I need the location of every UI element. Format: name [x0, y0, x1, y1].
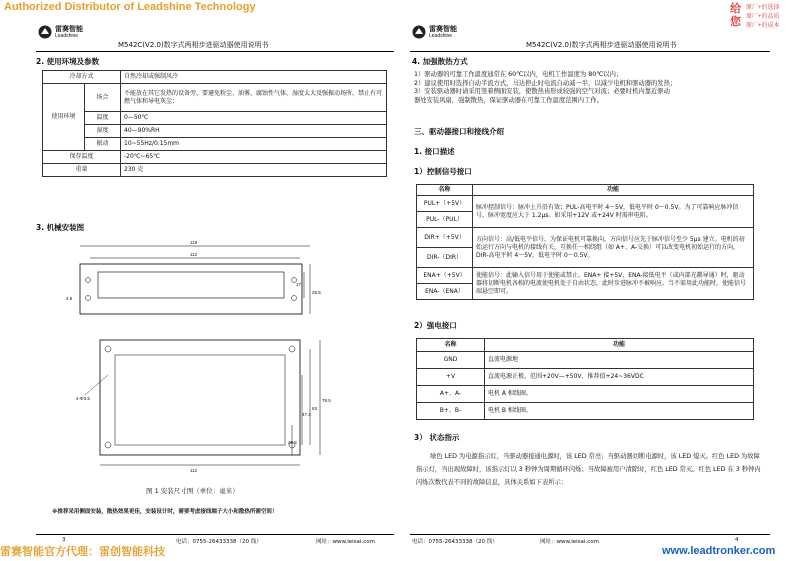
- dim-28-5: 28.5: [288, 440, 297, 445]
- status-indicator-title: 3） 状态指示: [414, 433, 460, 442]
- power-name: +V: [417, 369, 485, 386]
- vib-value: 10~55Hz/0.15mm: [121, 138, 387, 151]
- distributor-banner-top: Authorized Distributor of Leadshine Technology: [4, 1, 256, 13]
- dim-118: 118: [190, 240, 198, 245]
- leadshine-logo-right: [412, 25, 457, 39]
- holes-leader-line: [85, 375, 108, 395]
- ctrl-func-ena: 使能信号：此输入信号用于使能或禁止。ENA+ 接+5V，ENA-接低电平（或内部光耦导通）时，驱动器将切断电机各相的电流使电机处于自由状态，此时步进脉冲不被响应。当不需用此功能时，使能信号端悬空即可。: [473, 268, 754, 300]
- col-header-name: 名称: [417, 185, 473, 196]
- dim-63: 63: [312, 406, 318, 411]
- ctrl-func-pul: 脉冲控制信号：脉冲上升沿有效；PUL-高电平时 4～5V，低电平时 0～0.5V。为了可靠响应脉冲信号，脉冲宽度应大于 1.2μs。如采用+12V 或+24V 时需串电阻。: [473, 196, 754, 228]
- leadshine-logo-left: [38, 25, 83, 39]
- dim-25-5: 25.5: [312, 290, 321, 295]
- install-warning: ※推荐采用侧面安装，散热效果更佳，安装设计时，需要考虑接线端子大小和散热所需空间！: [52, 509, 278, 515]
- col-header-func: 功能: [485, 339, 754, 352]
- figure-caption: 图 1 安装尺寸图（单位：毫米）: [146, 487, 239, 495]
- section-3-title: 3. 机械安装图: [36, 223, 85, 232]
- weight-value: 230 克: [121, 164, 387, 177]
- drive-top-inner: [98, 272, 284, 298]
- distributor-website[interactable]: www.leadtronker.com: [662, 545, 776, 557]
- ctrl-name-dir-minus: DIR-（DIR）: [417, 248, 473, 268]
- page-num-left: 3: [62, 537, 66, 543]
- distributor-stamp: [730, 2, 790, 36]
- section-2-title: 2. 使用环境及参数: [36, 57, 100, 66]
- humid-label: 湿度: [85, 125, 121, 138]
- mount-hole-icon: [289, 346, 295, 352]
- section-4-title: 4. 加强散热方式: [412, 57, 468, 66]
- storage-label: 保存温度: [43, 151, 121, 164]
- temp-label: 温度: [85, 112, 121, 125]
- mount-hole-icon: [292, 296, 297, 301]
- leadshine-logo-icon: [38, 25, 52, 39]
- logo-cn: 雷赛智能: [429, 25, 457, 33]
- page-num-right: 4: [735, 537, 739, 543]
- mounting-drawing-bottom: [80, 335, 330, 475]
- power-func: 直流电源正极，范围+20V—+50V，推荐值+24~36VDC: [485, 369, 754, 386]
- mount-hole-icon: [86, 278, 91, 283]
- cooling-item: 3）安装驱动器时请采用竖着侧面安装，使散热齿形成较强的空气对流；必要时机内靠近驱动: [414, 88, 670, 95]
- ctrl-name-pul-plus: PUL+（+5V）: [417, 196, 473, 212]
- control-signal-table: [416, 184, 754, 300]
- web-right: 网址：www.leisai.com: [540, 539, 599, 545]
- place-label: 场合: [85, 84, 121, 112]
- doc-title-left: M542C(V2.0)数字式两相步进驱动器使用说明书: [118, 41, 269, 49]
- power-func: 电机 A 相线圈。: [485, 386, 754, 403]
- ctrl-func-dir: 方向信号：高/低电平信号，为保证电机可靠换向，方向信号应先于脉冲信号至少 5μs 建立。电机的初始运行方向与电机的接线有关，互换任一相绕组（如 A+、A-交换）可以改变电机初始运行的方向，DIR-高电平时 4～5V，低电平时 0～0.5V。: [473, 228, 754, 268]
- phone-right: 电话：0755-26433338（20 线）: [412, 539, 498, 545]
- power-name: A+、A-: [417, 386, 485, 403]
- env-label: 使用环境: [43, 84, 85, 151]
- section-iii-title: 三、驱动器接口和接线介绍: [414, 127, 504, 136]
- leadshine-logo-icon: [412, 25, 426, 39]
- ctrl-name-ena-plus: ENA+（+5V）: [417, 268, 473, 284]
- stamp-line-2: 原厂+的品质: [746, 14, 780, 20]
- power-name: B+、B-: [417, 403, 485, 420]
- logo-en: Leadshine: [55, 33, 79, 39]
- dim-112: 112: [190, 252, 198, 257]
- dim-17: 17: [296, 282, 302, 287]
- ctrl-name-ena-minus: ENA-（ENA）: [417, 284, 473, 300]
- storage-value: -20℃~65℃: [121, 151, 387, 164]
- phone-left: 电话：0755-26433338（20 线）: [176, 539, 262, 545]
- dim-47-4: 47.4: [302, 412, 311, 417]
- drive-front-outline: [100, 340, 300, 455]
- ctrl-name-pul-minus: PUL-（PUL）: [417, 212, 473, 228]
- status-paragraph: 绿色 LED 为电源指示灯，当驱动器接通电源时，该 LED 常亮；当驱动器切断电源时，该 LED 熄灭。红色 LED 为故障指示灯，当出现故障时，该指示灯以 3 秒钟为周期循环闪烁；当故障被用户清除时，红色 LED 常灭。红色 LED 在 3 秒钟内闪烁次数代表不同的故障信息，具体关系如下表所示：: [416, 453, 761, 486]
- col-header-name: 名称: [417, 339, 485, 352]
- cooling-value: 自然冷却或强制风冷: [121, 71, 387, 84]
- power-func: 电机 B 相线圈。: [485, 403, 754, 420]
- dim-112b: 112: [190, 468, 198, 473]
- stamp-big-text: 给您: [730, 2, 741, 28]
- dim-4-5: 4.5: [66, 296, 73, 301]
- dim-holes: 4-Φ3.5: [76, 396, 90, 401]
- humid-value: 40—90%RH: [121, 125, 387, 138]
- vib-label: 振动: [85, 138, 121, 151]
- mount-hole-icon: [86, 296, 91, 301]
- power-func: 直流电源地: [485, 352, 754, 369]
- stamp-line-3: 原厂+的成本: [746, 23, 780, 29]
- header-rule-right: [410, 51, 770, 52]
- header-rule-left: [36, 51, 394, 52]
- weight-label: 重量: [43, 164, 121, 177]
- doc-title-right: M542C(V2.0)数字式两相步进驱动器使用说明书: [526, 41, 677, 49]
- col-header-func: 功能: [473, 185, 754, 196]
- mount-hole-icon: [105, 442, 111, 448]
- footer-rule-left: [36, 534, 394, 535]
- footer-rule-right: [410, 534, 770, 535]
- power-interface-title: 2）强电接口: [414, 321, 457, 330]
- drive-top-outline: [80, 264, 302, 314]
- cooling-item: 2）建议使用时选择自动半流方式，马达停止时电流自动减一半，以减少电机和驱动器的发热；: [414, 79, 677, 87]
- mounting-drawing-top: [70, 236, 320, 326]
- subsection-1-title: 1. 接口描述: [414, 147, 455, 156]
- place-value: 不能放在其它发热的设备旁，要避免粉尘、油雾、腐蚀性气体，湿度太大及强振动场所，禁止有可燃气体和导电灰尘；: [121, 84, 387, 112]
- env-params-table: [42, 70, 387, 177]
- power-interface-table: [416, 338, 754, 420]
- ctrl-name-dir-plus: DIR+（+5V）: [417, 228, 473, 248]
- cooling-item: 器处安装风扇，强制散热，保证驱动器在可靠工作温度范围内工作。: [414, 96, 603, 104]
- temp-value: 0—50℃: [121, 112, 387, 125]
- dim-78-5: 78.5: [322, 398, 331, 403]
- logo-cn: 雷赛智能: [55, 25, 83, 33]
- stamp-line-1: 原厂+的选择: [746, 5, 780, 11]
- power-name: GND: [417, 352, 485, 369]
- ctrl-interface-title: 1）控制信号接口: [414, 167, 472, 176]
- cooling-label: 冷却方式: [43, 71, 121, 84]
- web-left: 网址：www.leisai.com: [316, 539, 375, 545]
- distributor-banner-bottom: 雷赛智能官方代理：雷创智能科技: [0, 545, 165, 558]
- drive-front-heatsink: [115, 355, 285, 445]
- logo-en: Leadshine: [429, 33, 453, 39]
- mount-hole-icon: [105, 346, 111, 352]
- cooling-item: 1）驱动器的可靠工作温度通常在 60℃以内，电机工作温度为 80℃以内；: [414, 71, 623, 78]
- cooling-list: [414, 71, 774, 105]
